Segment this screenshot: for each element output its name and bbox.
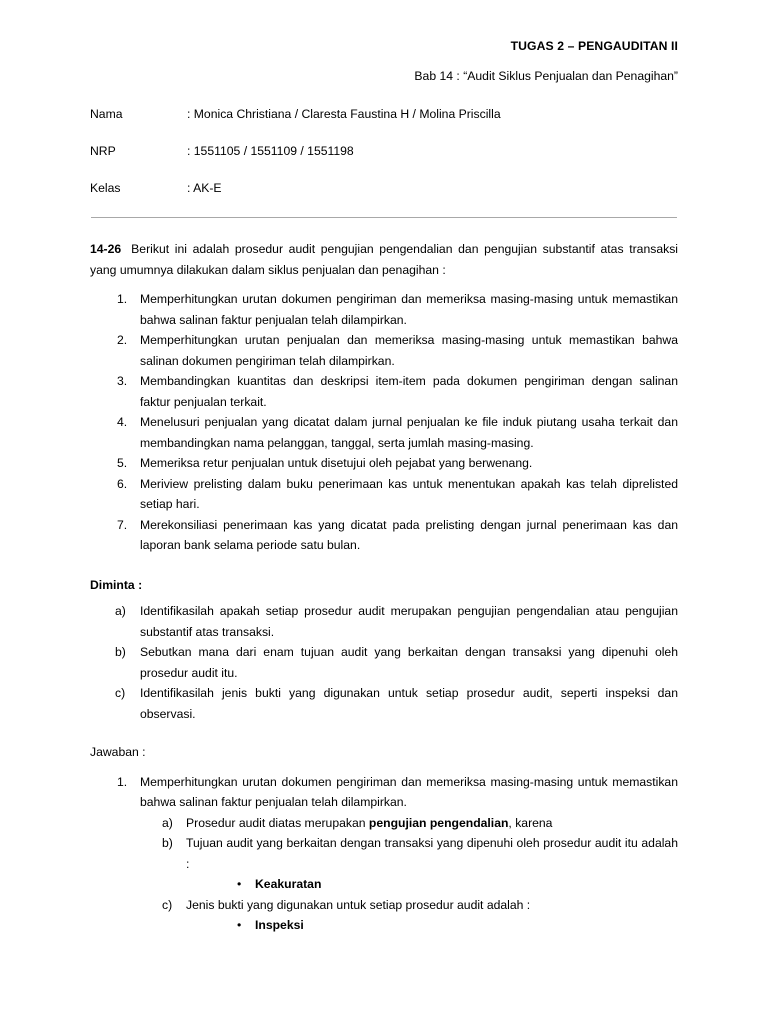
- sub-c-bullet-list: [186, 915, 678, 936]
- list-item: [90, 642, 678, 683]
- list-text: Jenis bukti yang digunakan untuk setiap prosedur audit adalah :: [186, 897, 531, 912]
- question-number: 14-26: [90, 242, 122, 256]
- meta-label-nama: Nama: [90, 107, 123, 121]
- sub-a-prefix: Prosedur audit diatas merupakan: [186, 815, 369, 830]
- meta-value-kelas: : AK-E: [187, 181, 222, 195]
- list-text: Identifikasilah apakah setiap prosedur audit merupakan pengujian pengendalian atau pengujian substantif atas transaksi.: [140, 604, 678, 639]
- meta-row-kelas: [90, 180, 678, 196]
- list-item: [90, 289, 678, 330]
- procedure-list: [90, 289, 678, 556]
- meta-label-kelas: Kelas: [90, 181, 121, 195]
- list-marker: a): [162, 815, 173, 830]
- document-content: [90, 0, 678, 936]
- bullet-text: Keakuratan: [255, 877, 322, 891]
- meta-label-nrp: NRP: [90, 144, 116, 158]
- list-marker: 3.: [117, 374, 128, 388]
- list-marker: c): [115, 686, 126, 700]
- question-intro-paragraph: [90, 239, 678, 280]
- bullet-icon: •: [237, 877, 242, 891]
- meta-row-nama: [90, 106, 678, 122]
- list-item: [186, 874, 678, 895]
- list-item: [90, 601, 678, 642]
- list-marker: b): [115, 645, 126, 659]
- list-item: [90, 683, 678, 724]
- horizontal-divider: [91, 217, 677, 218]
- list-text: Memperhitungkan urutan penjualan dan memeriksa masing-masing untuk memastikan bahwa salinan dokumen pengiriman telah dilampirkan.: [140, 333, 678, 368]
- list-marker: 5.: [117, 456, 128, 470]
- diminta-heading: Diminta :: [90, 577, 143, 592]
- list-text: Identifikasilah jenis bukti yang digunakan untuk setiap prosedur audit, seperti inspeksi dan observasi.: [140, 686, 678, 721]
- list-item: [140, 895, 678, 936]
- list-marker: 1.: [117, 292, 128, 306]
- list-marker: 6.: [117, 476, 128, 491]
- bullet-icon: •: [237, 918, 242, 932]
- list-marker: 2.: [117, 333, 128, 347]
- sub-a-bold-term: pengujian pengendalian: [368, 815, 509, 830]
- list-marker: b): [162, 836, 173, 850]
- list-item: [90, 772, 678, 936]
- list-item: [140, 813, 678, 834]
- list-item: [90, 412, 678, 453]
- list-text: Memeriksa retur penjualan untuk disetujui oleh pejabat yang berwenang.: [140, 456, 533, 470]
- list-item: [90, 474, 678, 515]
- list-marker: 1.: [117, 774, 128, 789]
- list-marker: c): [162, 897, 173, 912]
- metadata-block: [90, 106, 678, 196]
- jawaban-sub-list: [140, 813, 678, 936]
- page-title: TUGAS 2 – PENGAUDITAN II: [510, 39, 678, 53]
- list-item: [90, 515, 678, 556]
- list-text: Menelusuri penjualan yang dicatat dalam jurnal penjualan ke file induk piutang usaha terkait dan membandingkan nama pelanggan, tanggal, serta jumlah masing-masing.: [140, 415, 678, 450]
- list-item: [90, 330, 678, 371]
- list-item: [186, 915, 678, 936]
- question-intro-text: Berikut ini adalah prosedur audit pengujian pengendalian dan pengujian substantif atas transaksi yang umumnya dilakukan dalam siklus penjualan dan penagihan :: [90, 242, 678, 277]
- list-text: Meriview prelisting dalam buku penerimaan kas untuk menentukan apakah kas telah diprelisted setiap hari.: [140, 476, 678, 511]
- list-marker: 7.: [117, 517, 128, 532]
- bullet-text: Inspeksi: [255, 918, 304, 932]
- list-text: Merekonsiliasi penerimaan kas yang dicatat pada prelisting dengan jurnal penerimaan kas dan laporan bank selama periode satu bulan.: [140, 517, 678, 552]
- list-marker: a): [115, 604, 126, 618]
- list-item: [90, 371, 678, 412]
- diminta-list: [90, 601, 678, 724]
- list-text: Memperhitungkan urutan dokumen pengiriman dan memeriksa masing-masing untuk memastikan bahwa salinan faktur penjualan telah dilampirkan.: [140, 774, 678, 809]
- list-marker: 4.: [117, 415, 128, 429]
- meta-value-nrp: : 1551105 / 1551109 / 1551198: [187, 144, 354, 158]
- list-item: [90, 453, 678, 474]
- list-text: Membandingkan kuantitas dan deskripsi item-item pada dokumen pengiriman dengan salinan faktur penjualan terkait.: [140, 374, 678, 409]
- meta-value-nama: : Monica Christiana / Claresta Faustina H / Molina Priscilla: [187, 107, 501, 121]
- jawaban-list: [90, 772, 678, 936]
- list-text: Tujuan audit yang berkaitan dengan transaksi yang dipenuhi oleh prosedur audit itu adalah :: [186, 836, 678, 871]
- page-subtitle: Bab 14 : “Audit Siklus Penjualan dan Penagihan”: [414, 69, 678, 83]
- jawaban-heading: Jawaban :: [90, 745, 146, 759]
- list-item: [140, 833, 678, 895]
- meta-row-nrp: [90, 143, 678, 159]
- list-text: Memperhitungkan urutan dokumen pengiriman dan memeriksa masing-masing untuk memastikan bahwa salinan faktur penjualan telah dilampirkan.: [140, 292, 678, 327]
- list-text: Sebutkan mana dari enam tujuan audit yang berkaitan dengan transaksi yang dipenuhi oleh prosedur audit itu.: [140, 645, 678, 680]
- sub-b-bullet-list: [186, 874, 678, 895]
- sub-a-suffix: , karena: [508, 815, 553, 830]
